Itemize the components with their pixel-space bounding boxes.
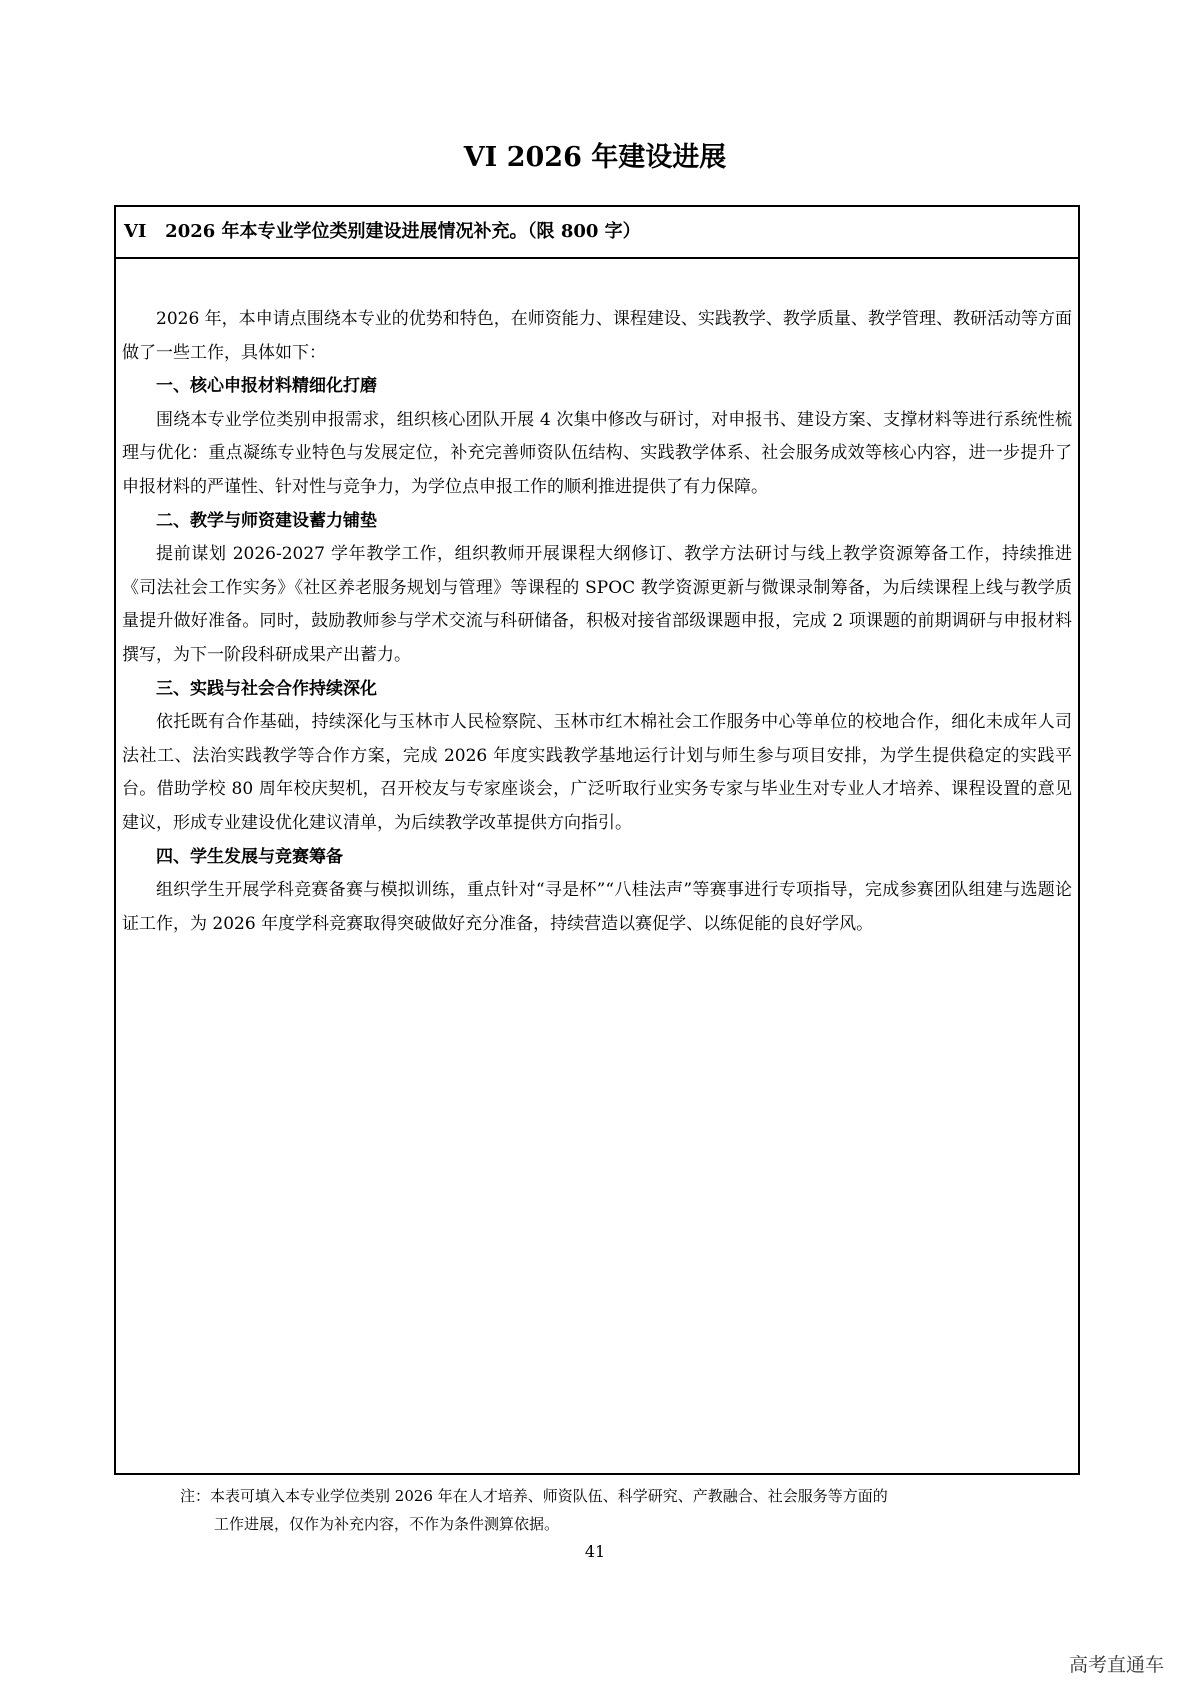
intro-paragraph: 2026 年，本申请点围绕本专业的优势和特色，在师资能力、课程建设、实践教学、教学质量、教学管理、教研活动等方面做了一些工作，具体如下： [122,309,1072,363]
section-body-2: 提前谋划 2026-2027 学年教学工作，组织教师开展课程大纲修订、教学方法研讨与线上教学资源筹备工作，持续推进《司法社会工作实务》《社区养老服务规划与管理》等课程的 SPOC 教学资源更新与微课录制筹备，为后续课程上线与教学质量提升做好准备。同时，鼓励教师参与学术交流与科研储备，积极对接省部级课题申报，完成 2 项课题的前期调研与申报材料撰写，为下一阶段科研成果产出蓄力。 [122,544,1072,665]
section-heading-1: 一、核心申报材料精细化打磨 [156,376,377,397]
progress-table [114,205,1080,1475]
section-heading-4: 四、学生发展与竞赛筹备 [156,846,343,867]
page-title: VI 2026 年建设进展 [463,142,727,173]
table-header: VI 2026 年本专业学位类别建设进展情况补充。（限 800 字） [116,207,1078,259]
table-content [122,303,1072,941]
section-body-1: 围绕本专业学位类别申报需求，组织核心团队开展 4 次集中修改与研讨，对申报书、建设方案、支撑材料等进行系统性梳理与优化：重点凝练专业特色与发展定位，补充完善师资队伍结构、实践教学体系、社会服务成效等核心内容，进一步提升了申报材料的严谨性、针对性与竞争力，为学位点申报工作的顺利推进提供了有力保障。 [122,409,1072,497]
section-heading-3: 三、实践与社会合作持续深化 [156,678,377,699]
section-body-3: 依托既有合作基础，持续深化与玉林市人民检察院、玉林市红木棉社会工作服务中心等单位的校地合作，细化未成年人司法社工、法治实践教学等合作方案，完成 2026 年度实践教学基地运行计划与师生参与项目安排，为学生提供稳定的实践平台。借助学校 80 周年校庆契机，召开校友与专家座谈会，广泛听取行业实务专家与毕业生对专业人才培养、课程设置的意见建议，形成专业建设优化建议清单，为后续教学改革提供方向指引。 [122,712,1072,833]
footnote [180,1482,1040,1538]
footnote-line-2: 工作进展，仅作为补充内容，不作为条件测算依据。 [214,1515,560,1533]
section-heading-2: 二、教学与师资建设蓄力铺垫 [156,510,377,531]
footnote-line-1: 注：本表可填入本专业学位类别 2026 年在人才培养、师资队伍、科学研究、产教融合、社会服务等方面的 [180,1487,888,1505]
watermark: 高考直通车 [1068,1654,1164,1676]
section-body-4: 组织学生开展学科竞赛备赛与模拟训练，重点针对“寻是杯”“八桂法声”等赛事进行专项指导，完成参赛团队组建与选题论证工作，为 2026 年度学科竞赛取得突破做好充分准备，持续营造以赛促学、以练促能的良好学风。 [122,880,1072,934]
page-number: 41 [584,1542,606,1561]
